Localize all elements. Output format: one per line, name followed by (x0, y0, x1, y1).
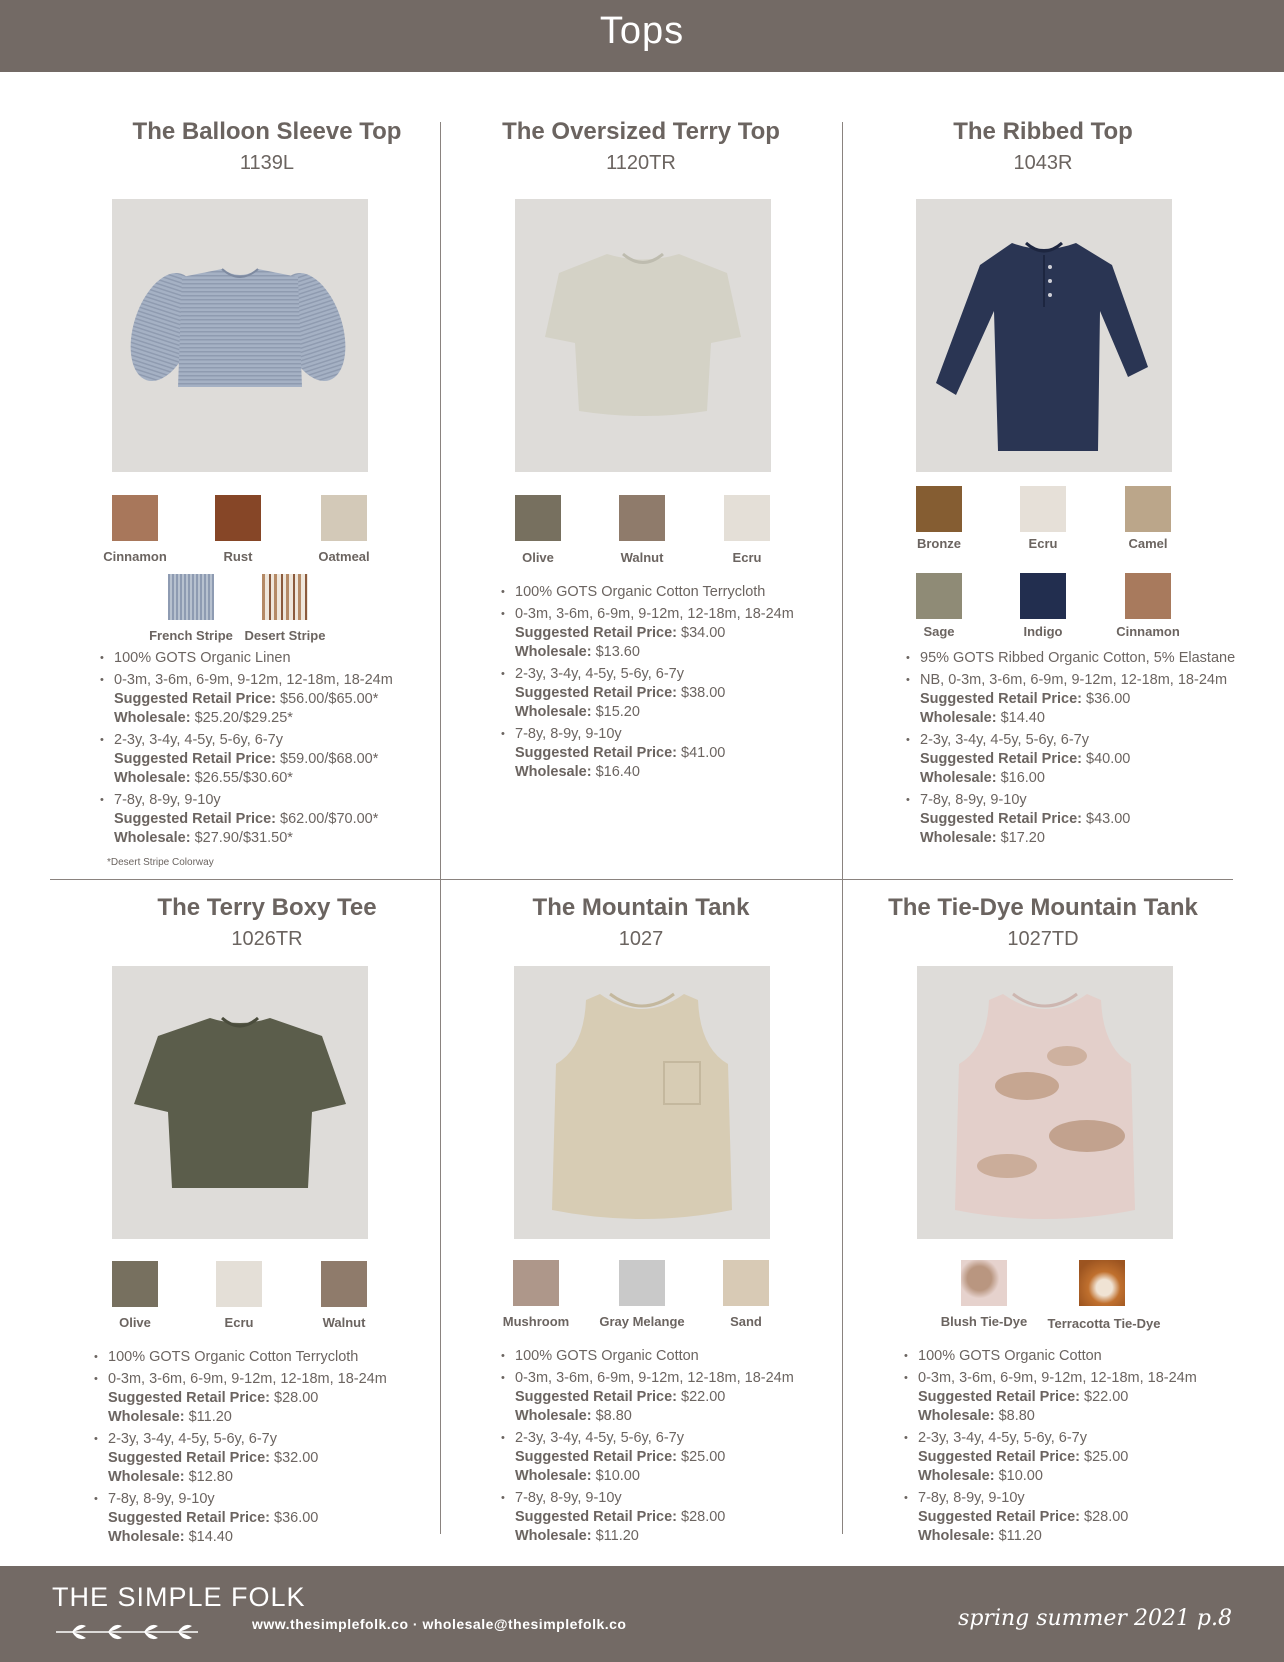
wholesale-label: Wholesale: (114, 710, 191, 726)
wholesale-label: Wholesale: (515, 644, 592, 660)
swatch-label: Blush Tie-Dye (940, 1314, 1028, 1329)
wholesale-price: $16.40 (595, 764, 640, 780)
wholesale-label: Wholesale: (108, 1409, 185, 1425)
wholesale-price: $8.80 (998, 1408, 1035, 1424)
product-name: The Tie-Dye Mountain Tank (888, 894, 1198, 921)
footer-season-page: spring summer 2021 p.8 (958, 1606, 1232, 1631)
retail-label: Suggested Retail Price: (515, 1509, 677, 1525)
page-title: Tops (599, 10, 685, 52)
swatch-label: Walnut (620, 550, 664, 565)
wholesale-price: $14.40 (188, 1529, 233, 1545)
product-name: The Mountain Tank (532, 894, 750, 921)
wholesale-price: $10.00 (595, 1468, 640, 1484)
retail-price: $25.00 (1084, 1449, 1129, 1465)
retail-label: Suggested Retail Price: (108, 1510, 270, 1526)
swatch-label: Indigo (1023, 624, 1063, 639)
spec-item (501, 1369, 794, 1426)
size-range: • 0-3m, 3-6m, 6-9m, 9-12m, 12-18m, 18-24m (515, 606, 794, 622)
swatch-label: Ecru (1028, 536, 1058, 551)
product-card (441, 0, 841, 1560)
retail-price: $36.00 (1086, 691, 1131, 707)
swatch-walnut[interactable] (321, 1261, 367, 1307)
wholesale-label: Wholesale: (515, 1528, 592, 1544)
size-range: • 7-8y, 8-9y, 9-10y (108, 1491, 215, 1507)
size-range: • 2-3y, 3-4y, 4-5y, 5-6y, 6-7y (108, 1431, 277, 1447)
size-range: • 0-3m, 3-6m, 6-9m, 9-12m, 12-18m, 18-24m (515, 1370, 794, 1386)
swatch-label: Camel (1128, 536, 1168, 551)
swatch-label: Mushroom (502, 1314, 570, 1329)
spec-item (501, 1489, 794, 1546)
product-name: The Balloon Sleeve Top (132, 118, 402, 145)
wholesale-price: $13.60 (595, 644, 640, 660)
size-range: • 0-3m, 3-6m, 6-9m, 9-12m, 12-18m, 18-24m (114, 672, 393, 688)
swatch-olive[interactable] (112, 1261, 158, 1307)
wholesale-price: $16.00 (1000, 770, 1045, 786)
product-specs (94, 1348, 387, 1550)
wholesale-price: $27.90/$31.50* (194, 830, 293, 846)
retail-price: $56.00/$65.00* (280, 691, 379, 707)
wholesale-price: $14.40 (1000, 710, 1045, 726)
swatch-gray-melange[interactable] (619, 1260, 665, 1306)
product-card (843, 0, 1243, 1560)
product-specs (904, 1347, 1197, 1549)
product-code: 1043R (1013, 152, 1073, 174)
product-code: 1027 (618, 928, 664, 950)
size-range: • 2-3y, 3-4y, 4-5y, 5-6y, 6-7y (920, 732, 1089, 748)
mountain-tank-illustration (514, 966, 770, 1239)
material-text: • 100% GOTS Organic Cotton Terrycloth (515, 584, 766, 600)
retail-price: $28.00 (274, 1390, 319, 1406)
spec-item (501, 1429, 794, 1486)
product-name: The Terry Boxy Tee (157, 894, 377, 921)
spec-item (904, 1369, 1197, 1426)
retail-label: Suggested Retail Price: (920, 811, 1082, 827)
spec-item (904, 1429, 1197, 1486)
wholesale-price: $11.20 (188, 1409, 232, 1425)
wholesale-label: Wholesale: (108, 1529, 185, 1545)
spec-item (904, 1347, 1197, 1366)
product-code: 1026TR (231, 928, 303, 950)
spec-item (94, 1490, 387, 1547)
wholesale-label: Wholesale: (114, 770, 191, 786)
size-range: • 0-3m, 3-6m, 6-9m, 9-12m, 12-18m, 18-24m (108, 1371, 387, 1387)
size-range: • 7-8y, 8-9y, 9-10y (920, 792, 1027, 808)
tie-dye-tank-illustration (917, 966, 1173, 1239)
retail-label: Suggested Retail Price: (108, 1450, 270, 1466)
swatch-label: Olive (522, 550, 554, 565)
wholesale-price: $8.80 (595, 1408, 632, 1424)
swatch-terracotta-tie-dye[interactable] (1079, 1260, 1125, 1306)
botanical-sprig-icon (52, 1618, 202, 1644)
wholesale-label: Wholesale: (918, 1408, 995, 1424)
retail-price: $28.00 (681, 1509, 726, 1525)
wholesale-label: Wholesale: (920, 830, 997, 846)
retail-price: $36.00 (274, 1510, 319, 1526)
swatch-label: Desert Stripe (244, 628, 326, 643)
retail-price: $34.00 (681, 625, 726, 641)
swatch-label: French Stripe (149, 628, 233, 643)
swatch-blush-tie-dye[interactable] (961, 1260, 1007, 1306)
size-range: • 7-8y, 8-9y, 9-10y (114, 792, 221, 808)
footnote: *Desert Stripe Colorway (107, 857, 214, 868)
swatch-label: Sand (730, 1314, 762, 1329)
material-text: • 100% GOTS Organic Cotton (918, 1348, 1102, 1364)
swatch-label: Olive (119, 1315, 151, 1330)
swatch-label: Gray Melange (599, 1314, 685, 1329)
spec-item (904, 1489, 1197, 1546)
wholesale-label: Wholesale: (515, 1468, 592, 1484)
material-text: • 100% GOTS Organic Cotton Terrycloth (108, 1349, 359, 1365)
retail-price: $38.00 (681, 685, 726, 701)
wholesale-label: Wholesale: (515, 704, 592, 720)
retail-label: Suggested Retail Price: (114, 691, 276, 707)
brand-logo: THE SIMPLE FOLK (52, 1582, 306, 1612)
spec-item (94, 1370, 387, 1427)
retail-label: Suggested Retail Price: (920, 751, 1082, 767)
wholesale-label: Wholesale: (515, 764, 592, 780)
retail-price: $28.00 (1084, 1509, 1129, 1525)
size-range: • 7-8y, 8-9y, 9-10y (918, 1490, 1025, 1506)
swatch-sand[interactable] (723, 1260, 769, 1306)
product-code: 1139L (239, 152, 295, 174)
swatch-mushroom[interactable] (513, 1260, 559, 1306)
size-range: • 2-3y, 3-4y, 4-5y, 5-6y, 6-7y (515, 666, 684, 682)
material-text: • 100% GOTS Organic Cotton (515, 1348, 699, 1364)
terry-boxy-tee-illustration (112, 966, 368, 1239)
product-photo (917, 966, 1173, 1239)
retail-label: Suggested Retail Price: (515, 625, 677, 641)
swatch-label: Ecru (732, 550, 762, 565)
material-text: • 95% GOTS Ribbed Organic Cotton, 5% Elastane (920, 650, 1236, 666)
size-range: • 7-8y, 8-9y, 9-10y (515, 726, 622, 742)
spec-item (94, 1348, 387, 1367)
retail-price: $32.00 (274, 1450, 319, 1466)
retail-price: $62.00/$70.00* (280, 811, 379, 827)
retail-price: $22.00 (681, 1389, 726, 1405)
product-photo (112, 966, 368, 1239)
product-name: The Ribbed Top (953, 118, 1133, 145)
product-name: The Oversized Terry Top (502, 118, 780, 145)
size-range: • 2-3y, 3-4y, 4-5y, 5-6y, 6-7y (918, 1430, 1087, 1446)
size-range: • NB, 0-3m, 3-6m, 6-9m, 9-12m, 12-18m, 18-24m (920, 672, 1228, 688)
wholesale-price: $17.20 (1000, 830, 1045, 846)
retail-label: Suggested Retail Price: (515, 685, 677, 701)
spec-item (94, 1430, 387, 1487)
size-range: • 2-3y, 3-4y, 4-5y, 5-6y, 6-7y (114, 732, 283, 748)
wholesale-label: Wholesale: (108, 1469, 185, 1485)
retail-label: Suggested Retail Price: (108, 1390, 270, 1406)
footer-contact[interactable]: www.thesimplefolk.co · wholesale@thesimplefolk.co (252, 1616, 627, 1632)
size-range: • 0-3m, 3-6m, 6-9m, 9-12m, 12-18m, 18-24m (918, 1370, 1197, 1386)
retail-label: Suggested Retail Price: (918, 1509, 1080, 1525)
swatch-label: Ecru (224, 1315, 254, 1330)
swatch-ecru[interactable] (216, 1261, 262, 1307)
retail-label: Suggested Retail Price: (114, 751, 276, 767)
retail-label: Suggested Retail Price: (515, 1389, 677, 1405)
retail-price: $43.00 (1086, 811, 1131, 827)
product-specs (501, 1347, 794, 1549)
retail-price: $25.00 (681, 1449, 726, 1465)
wholesale-label: Wholesale: (515, 1408, 592, 1424)
spec-item (501, 1347, 794, 1366)
retail-price: $22.00 (1084, 1389, 1129, 1405)
swatch-label: Rust (223, 549, 253, 564)
retail-price: $59.00/$68.00* (280, 751, 379, 767)
product-card (67, 0, 467, 1560)
swatch-label: Sage (923, 624, 955, 639)
swatch-label: Cinnamon (1116, 624, 1180, 639)
wholesale-price: $26.55/$30.60* (194, 770, 293, 786)
product-code: 1027TD (1007, 928, 1079, 950)
wholesale-label: Wholesale: (918, 1528, 995, 1544)
retail-label: Suggested Retail Price: (918, 1389, 1080, 1405)
swatch-label: Cinnamon (103, 549, 167, 564)
wholesale-label: Wholesale: (114, 830, 191, 846)
wholesale-price: $15.20 (595, 704, 640, 720)
swatch-label: Walnut (322, 1315, 366, 1330)
wholesale-price: $11.20 (998, 1528, 1042, 1544)
product-photo (514, 966, 770, 1239)
swatch-label: Bronze (916, 536, 962, 551)
wholesale-price: $12.80 (188, 1469, 233, 1485)
retail-label: Suggested Retail Price: (515, 1449, 677, 1465)
retail-price: $41.00 (681, 745, 726, 761)
wholesale-label: Wholesale: (920, 770, 997, 786)
swatch-label: Terracotta Tie-Dye (1047, 1316, 1161, 1331)
retail-price: $40.00 (1086, 751, 1131, 767)
size-range: • 7-8y, 8-9y, 9-10y (515, 1490, 622, 1506)
wholesale-label: Wholesale: (918, 1468, 995, 1484)
retail-label: Suggested Retail Price: (114, 811, 276, 827)
retail-label: Suggested Retail Price: (918, 1449, 1080, 1465)
wholesale-price: $11.20 (595, 1528, 639, 1544)
wholesale-price: $10.00 (998, 1468, 1043, 1484)
retail-label: Suggested Retail Price: (920, 691, 1082, 707)
retail-label: Suggested Retail Price: (515, 745, 677, 761)
size-range: • 2-3y, 3-4y, 4-5y, 5-6y, 6-7y (515, 1430, 684, 1446)
product-code: 1120TR (606, 152, 676, 174)
wholesale-price: $25.20/$29.25* (194, 710, 293, 726)
swatch-label: Oatmeal (318, 549, 370, 564)
material-text: • 100% GOTS Organic Linen (114, 650, 291, 666)
wholesale-label: Wholesale: (920, 710, 997, 726)
